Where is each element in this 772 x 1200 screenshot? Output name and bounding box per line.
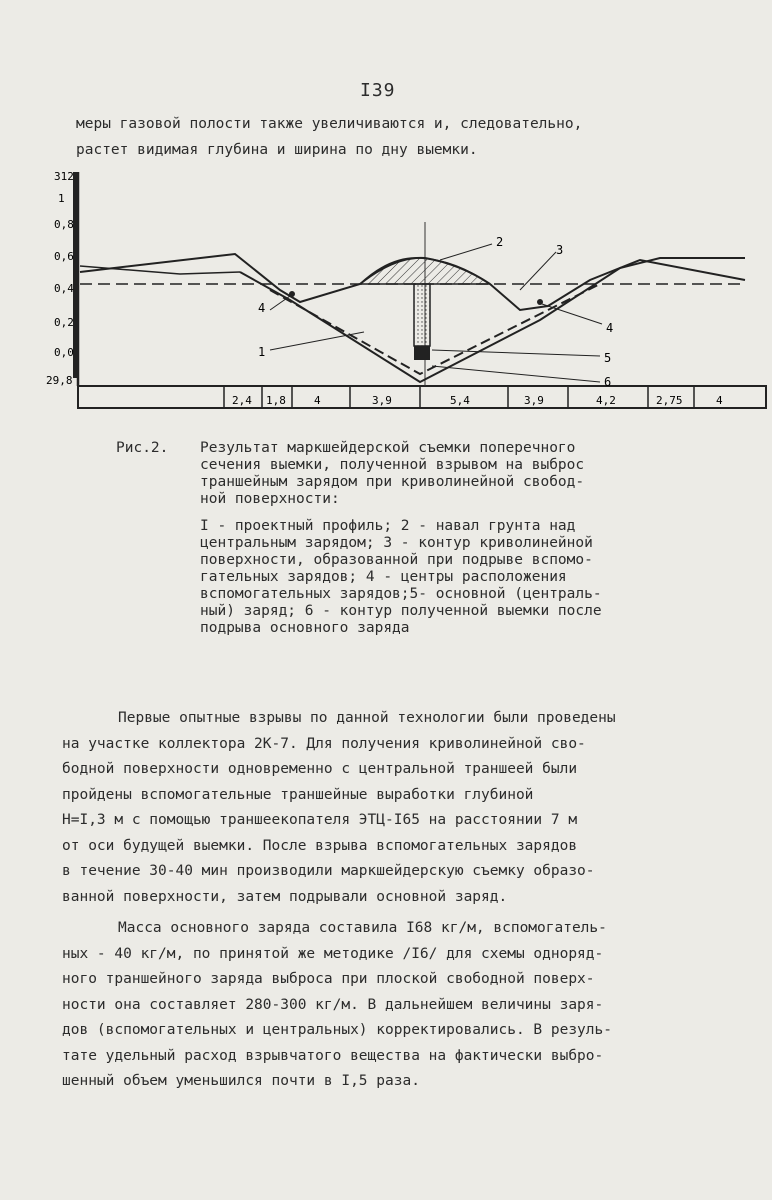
figure-caption-title xyxy=(200,440,584,508)
text-line: тате удельный расход взрывчатого вещества на фактически выбро- xyxy=(62,1047,604,1064)
caption-line: сечения выемки, полученной взрывом на выброс xyxy=(200,457,585,473)
leader-line-4-left xyxy=(270,296,290,310)
segment-label: 3,9 xyxy=(524,394,544,407)
text-line: в течение 30-40 мин производили маркшейдерскую съемку образо- xyxy=(62,863,595,879)
text-line: ности она составляет 280-300 кг/м. В дальнейшем величины заря- xyxy=(62,996,604,1013)
segment-label: 2,75 xyxy=(656,394,683,407)
leader-line-1 xyxy=(270,332,364,350)
text-line: пройдены вспомогательные траншейные выработки глубиной xyxy=(62,786,534,803)
y-tick-label: 0,2 xyxy=(54,316,74,329)
excavation-contour xyxy=(240,258,745,382)
paragraph-2 xyxy=(62,916,730,1095)
legend-line: подрыва основного заряда xyxy=(200,620,410,636)
project-profile xyxy=(270,284,600,374)
y-tick-label: 0,8 xyxy=(54,218,74,231)
marker-label: 4 xyxy=(606,321,614,335)
paragraph-1 xyxy=(62,706,730,910)
central-charge xyxy=(414,346,430,360)
segment-label: 2,4 xyxy=(232,394,252,407)
text-line: шенный объем уменьшился почти в I,5 раза. xyxy=(62,1073,420,1089)
text-line: ного траншейного заряда выброса при плоской свободной поверх- xyxy=(62,971,595,987)
segment-label: 3,9 xyxy=(372,394,392,407)
figure-legend xyxy=(200,518,602,637)
caption-line: Результат маркшейдерской съемки поперечного xyxy=(200,440,576,456)
legend-line: ный) заряд; 6 - контур полученной выемки после xyxy=(200,603,602,619)
page-number: I39 xyxy=(360,80,396,101)
text-line: Первые опытные взрывы по данной технологии были проведены xyxy=(118,710,616,726)
y-tick-label: 0,4 xyxy=(54,282,74,295)
legend-line: центральным зарядом; 3 - контур криволинейной xyxy=(200,535,593,551)
text-line: от оси будущей выемки. После взрыва вспомогательных зарядов xyxy=(62,837,578,854)
text-line: ных - 40 кг/м, по принятой же методике /I6/ для схемы одноряд- xyxy=(62,945,604,962)
segment-label: 4,2 xyxy=(596,394,616,407)
marker-label: 3 xyxy=(556,243,564,257)
marker-label: 5 xyxy=(604,351,612,365)
y-tick-label: 29,8 xyxy=(46,374,73,387)
y-tick-label: 0,0 xyxy=(54,346,74,359)
segment-label: 4 xyxy=(314,394,321,407)
legend-line: гательных зарядов; 4 - центры расположения xyxy=(200,569,567,585)
y-tick-label: 0,6 xyxy=(54,250,74,263)
body-text xyxy=(62,706,730,1095)
text-line: Н=I,3 м с помощью траншеекопателя ЭТЦ-I65 на расстоянии 7 м xyxy=(62,812,578,828)
y-tick-label: 1 xyxy=(58,192,65,205)
intro-line-2: растет видимая глубина и ширина по дну выемки. xyxy=(76,142,478,158)
caption-line: ной поверхности: xyxy=(200,491,340,507)
segment-label: 4 xyxy=(716,394,723,407)
segment-label: 5,4 xyxy=(450,394,470,407)
leader-line-6 xyxy=(432,366,600,382)
text-line: на участке коллектора 2К-7. Для получения криволинейной сво- xyxy=(62,735,586,752)
text-line: Масса основного заряда составила I68 кг/м, вспомогатель- xyxy=(118,920,607,936)
text-line: бодной поверхности одновременно с центральной траншеей были xyxy=(62,761,578,777)
legend-line: I - проектный профиль; 2 - навал грунта над xyxy=(200,518,576,534)
marker-label: 4 xyxy=(258,301,266,315)
text-line: ванной поверхности, затем подрывали основной заряд. xyxy=(62,888,508,905)
marker-label: 2 xyxy=(496,235,504,249)
cross-section-diagram xyxy=(0,160,772,410)
legend-line: вспомогательных зарядов;5- основной (централь- xyxy=(200,586,602,602)
caption-line: траншейным зарядом при криволинейной свобод- xyxy=(200,474,585,490)
segment-label: 1,8 xyxy=(266,394,286,407)
marker-label: 1 xyxy=(258,345,266,359)
legend-line: поверхности, образованной при подрыве вспомо- xyxy=(200,552,593,568)
y-tick-label: 312 xyxy=(54,170,74,183)
leader-line-2 xyxy=(440,244,492,260)
marker-label: 6 xyxy=(604,375,612,389)
central-charge-column xyxy=(414,284,430,346)
text-line: дов (вспомогательных и центральных) корректировались. В резуль- xyxy=(62,1022,612,1038)
y-axis-bar xyxy=(73,172,79,378)
intro-line-1: меры газовой полости также увеличиваются и, следовательно, xyxy=(76,116,583,132)
figure-label: Рис.2. xyxy=(116,440,169,456)
